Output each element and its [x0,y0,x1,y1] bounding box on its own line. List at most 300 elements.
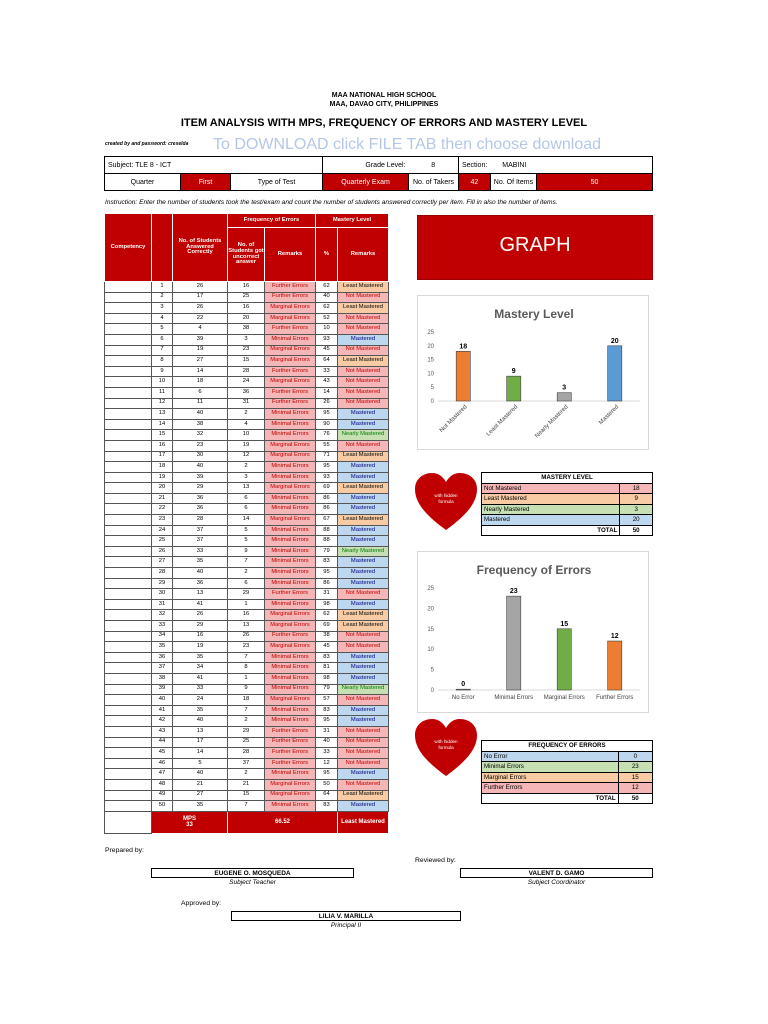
correct-count-cell: 35 [173,801,228,812]
competency-cell[interactable] [105,684,152,695]
mastery-remark-cell: Mastered [338,462,389,473]
error-remark-cell: Further Errors [265,758,316,769]
item-number-cell: 6 [152,334,173,345]
col-correct: No. of Students Answered Correctly [173,214,228,282]
competency-cell[interactable] [105,695,152,706]
percent-cell: 45 [316,642,338,653]
mastery-remark-cell: Least Mastered [338,515,389,526]
data-label: 23 [509,588,518,596]
errors-summary-title: FREQUENCY OF ERRORS [482,741,653,752]
correct-count-cell: 33 [173,546,228,557]
summary-row [482,483,653,494]
bar [456,689,470,690]
competency-cell[interactable] [105,621,152,632]
errors-total-label: TOTAL [482,793,619,804]
competency-cell[interactable] [105,716,152,727]
percent-cell: 90 [316,419,338,430]
competency-cell[interactable] [105,356,152,367]
error-remark-cell: Marginal Errors [265,621,316,632]
x-tick-label: Minimal Errors [494,695,534,701]
table-row [105,303,389,314]
mastery-remark-cell: Not Mastered [338,313,389,324]
item-number-cell: 48 [152,779,173,790]
error-remark-cell: Marginal Errors [265,695,316,706]
competency-cell[interactable] [105,419,152,430]
incorrect-count-cell: 7 [228,557,265,568]
takers-label: No. of Takers [409,174,459,191]
table-row [105,282,389,293]
competency-cell[interactable] [105,483,152,494]
mastery-remark-cell: Not Mastered [338,737,389,748]
test-type-value: Quarterly Exam [323,174,409,191]
competency-cell[interactable] [105,303,152,314]
summary-label: Further Errors [482,783,619,794]
heart-note-line1: with hidden [434,493,458,498]
correct-count-cell: 30 [173,451,228,462]
error-remark-cell: Minimal Errors [265,546,316,557]
error-remark-cell: Further Errors [265,737,316,748]
percent-cell: 40 [316,292,338,303]
x-tick-label: Least Mastered [485,404,520,438]
item-number-cell: 40 [152,695,173,706]
competency-cell[interactable] [105,737,152,748]
table-row [105,610,389,621]
percent-cell: 95 [316,409,338,420]
correct-count-cell: 14 [173,366,228,377]
incorrect-count-cell: 19 [228,440,265,451]
x-tick-label: No Error [451,695,475,701]
item-number-cell: 25 [152,536,173,547]
error-remark-cell: Marginal Errors [265,483,316,494]
error-remark-cell: Further Errors [265,398,316,409]
competency-cell[interactable] [105,451,152,462]
error-remark-cell: Minimal Errors [265,578,316,589]
competency-cell[interactable] [105,663,152,674]
competency-cell[interactable] [105,779,152,790]
competency-cell[interactable] [105,546,152,557]
item-number-cell: 47 [152,769,173,780]
item-number-cell: 18 [152,462,173,473]
percent-cell: 55 [316,440,338,451]
table-row [105,387,389,398]
item-number-cell: 28 [152,568,173,579]
competency-cell[interactable] [105,493,152,504]
incorrect-count-cell: 25 [228,292,265,303]
table-row [105,377,389,388]
percent-cell: 95 [316,568,338,579]
error-remark-cell: Marginal Errors [265,377,316,388]
item-number-cell: 41 [152,705,173,716]
incorrect-count-cell: 31 [228,398,265,409]
incorrect-count-cell: 2 [228,769,265,780]
competency-cell[interactable] [105,462,152,473]
mastery-remark-cell: Not Mastered [338,695,389,706]
y-tick-label: 25 [427,586,434,592]
error-remark-cell: Marginal Errors [265,303,316,314]
correct-count-cell: 35 [173,705,228,716]
error-remark-cell: Minimal Errors [265,430,316,441]
mastery-remark-cell: Not Mastered [338,292,389,303]
percent-cell: 93 [316,472,338,483]
mastery-summary-table [481,472,653,536]
mastery-remark-cell: Not Mastered [338,748,389,759]
error-remark-cell: Marginal Errors [265,779,316,790]
summary-value: 20 [620,515,653,526]
items-value: 50 [537,174,653,191]
col-mastery-remarks: Remarks [338,228,389,282]
footer-mps-remark: Least Mastered [338,811,389,833]
competency-cell[interactable] [105,578,152,589]
col-competency: Competency [105,214,152,282]
mastery-remark-cell: Mastered [338,705,389,716]
competency-cell[interactable] [105,673,152,684]
heart-icon [414,472,478,532]
item-number-cell: 46 [152,758,173,769]
table-row [105,409,389,420]
competency-cell[interactable] [105,726,152,737]
bar [456,351,470,401]
item-number-cell: 27 [152,557,173,568]
grade-value: 8 [409,157,459,174]
item-number-cell: 39 [152,684,173,695]
correct-count-cell: 19 [173,345,228,356]
competency-cell[interactable] [105,568,152,579]
info-table [104,156,653,191]
item-number-cell: 14 [152,419,173,430]
competency-cell[interactable] [105,313,152,324]
item-number-cell: 42 [152,716,173,727]
correct-count-cell: 35 [173,557,228,568]
competency-cell[interactable] [105,790,152,801]
item-number-cell: 12 [152,398,173,409]
competency-cell[interactable] [105,377,152,388]
error-remark-cell: Minimal Errors [265,769,316,780]
summary-row [482,515,653,526]
mastery-remark-cell: Not Mastered [338,589,389,600]
percent-cell: 14 [316,387,338,398]
data-label: 9 [511,368,516,376]
correct-count-cell: 4 [173,324,228,335]
y-tick-label: 15 [427,357,434,364]
competency-cell[interactable] [105,440,152,451]
summary-value: 12 [618,783,652,794]
error-remark-cell: Minimal Errors [265,525,316,536]
col-error-remarks: Remarks [265,228,316,282]
summary-row [482,504,653,515]
item-number-cell: 22 [152,504,173,515]
items-label: No. Of Items [490,174,536,191]
mastery-remark-cell: Mastered [338,334,389,345]
table-row [105,726,389,737]
correct-count-cell: 17 [173,737,228,748]
summary-value: 3 [620,504,653,515]
mastery-remark-cell: Not Mastered [338,377,389,388]
competency-cell[interactable] [105,748,152,759]
error-remark-cell: Minimal Errors [265,493,316,504]
competency-cell[interactable] [105,515,152,526]
competency-cell[interactable] [105,652,152,663]
table-row [105,673,389,684]
incorrect-count-cell: 29 [228,589,265,600]
competency-cell[interactable] [105,345,152,356]
mastery-remark-cell: Mastered [338,504,389,515]
mastery-remark-cell: Mastered [338,472,389,483]
correct-count-cell: 27 [173,790,228,801]
competency-cell[interactable] [105,589,152,600]
percent-cell: 83 [316,801,338,812]
competency-cell[interactable] [105,292,152,303]
table-row [105,599,389,610]
error-remark-cell: Minimal Errors [265,462,316,473]
heart-note-line1: with hidden [434,739,458,744]
y-tick-label: 20 [427,606,434,613]
mastery-remark-cell: Not Mastered [338,398,389,409]
y-tick-label: 5 [430,385,434,392]
table-row [105,504,389,515]
percent-cell: 69 [316,483,338,494]
summary-label: Nearly Mastered [482,504,620,515]
mastery-remark-cell: Mastered [338,663,389,674]
error-remark-cell: Minimal Errors [265,557,316,568]
incorrect-count-cell: 24 [228,377,265,388]
item-number-cell: 24 [152,525,173,536]
mastery-remark-cell: Mastered [338,536,389,547]
mastery-remark-cell: Not Mastered [338,366,389,377]
correct-count-cell: 40 [173,716,228,727]
errors-total-value: 50 [618,793,652,804]
competency-cell[interactable] [105,642,152,653]
data-label: 18 [459,343,468,351]
y-tick-label: 25 [427,330,434,336]
table-row [105,546,389,557]
col-group-frequency: Frequency of Errors [228,214,316,228]
table-row [105,345,389,356]
incorrect-count-cell: 2 [228,462,265,473]
competency-cell[interactable] [105,599,152,610]
mastery-remark-cell: Mastered [338,652,389,663]
credit-note: created by and password: creselda [105,141,189,147]
error-remark-cell: Minimal Errors [265,663,316,674]
item-number-cell: 10 [152,377,173,388]
table-row [105,334,389,345]
mastery-remark-cell: Not Mastered [338,642,389,653]
table-row [105,568,389,579]
item-number-cell: 20 [152,483,173,494]
percent-cell: 12 [316,758,338,769]
percent-cell: 88 [316,525,338,536]
item-number-cell: 2 [152,292,173,303]
incorrect-count-cell: 2 [228,409,265,420]
mastery-remark-cell: Not Mastered [338,387,389,398]
table-row [105,292,389,303]
y-tick-label: 20 [427,343,434,350]
competency-cell[interactable] [105,758,152,769]
mastery-remark-cell: Nearly Mastered [338,430,389,441]
item-number-cell: 3 [152,303,173,314]
correct-count-cell: 39 [173,472,228,483]
col-item-number [152,214,173,282]
percent-cell: 31 [316,589,338,600]
competency-cell[interactable] [105,430,152,441]
competency-cell[interactable] [105,398,152,409]
chart-title: Mastery Level [494,307,574,321]
error-remark-cell: Marginal Errors [265,642,316,653]
table-row [105,684,389,695]
x-tick-label: Not Mastered [438,404,469,434]
percent-cell: 95 [316,769,338,780]
bar [608,346,622,401]
correct-count-cell: 23 [173,440,228,451]
mastery-remark-cell: Least Mastered [338,282,389,293]
error-remark-cell: Further Errors [265,292,316,303]
percent-cell: 50 [316,779,338,790]
percent-cell: 86 [316,493,338,504]
percent-cell: 40 [316,737,338,748]
mastery-remark-cell: Mastered [338,493,389,504]
table-row [105,356,389,367]
competency-cell[interactable] [105,610,152,621]
test-type-label: Type of Test [231,174,323,191]
incorrect-count-cell: 18 [228,695,265,706]
incorrect-count-cell: 26 [228,631,265,642]
grade-label: Grade Level: [323,157,409,174]
competency-cell[interactable] [105,387,152,398]
mastery-remark-cell: Mastered [338,801,389,812]
percent-cell: 62 [316,610,338,621]
approved-label: Approved by: [181,900,222,907]
percent-cell: 64 [316,356,338,367]
correct-count-cell: 40 [173,409,228,420]
item-analysis-table [104,213,389,834]
competency-cell[interactable] [105,472,152,483]
table-row [105,366,389,377]
competency-cell[interactable] [105,334,152,345]
correct-count-cell: 26 [173,303,228,314]
item-number-cell: 11 [152,387,173,398]
summary-row [482,762,653,773]
item-number-cell: 13 [152,409,173,420]
percent-cell: 98 [316,673,338,684]
correct-count-cell: 11 [173,398,228,409]
correct-count-cell: 17 [173,292,228,303]
error-remark-cell: Minimal Errors [265,504,316,515]
incorrect-count-cell: 5 [228,536,265,547]
correct-count-cell: 38 [173,419,228,430]
prepared-title: Subject Teacher [229,879,276,886]
competency-cell[interactable] [105,769,152,780]
item-number-cell: 8 [152,356,173,367]
correct-count-cell: 33 [173,684,228,695]
error-remark-cell: Minimal Errors [265,334,316,345]
heart-icon [414,718,478,778]
percent-cell: 71 [316,451,338,462]
incorrect-count-cell: 6 [228,493,265,504]
table-row [105,483,389,494]
bar [557,629,571,690]
error-remark-cell: Marginal Errors [265,515,316,526]
mastery-remark-cell: Mastered [338,419,389,430]
item-number-cell: 43 [152,726,173,737]
item-number-cell: 16 [152,440,173,451]
correct-count-cell: 14 [173,748,228,759]
correct-count-cell: 22 [173,313,228,324]
table-row [105,472,389,483]
competency-cell[interactable] [105,366,152,377]
error-remark-cell: Further Errors [265,366,316,377]
incorrect-count-cell: 16 [228,282,265,293]
data-label: 12 [610,633,619,641]
incorrect-count-cell: 25 [228,737,265,748]
incorrect-count-cell: 7 [228,801,265,812]
error-remark-cell: Minimal Errors [265,673,316,684]
item-number-cell: 9 [152,366,173,377]
error-remark-cell: Minimal Errors [265,568,316,579]
correct-count-cell: 29 [173,621,228,632]
incorrect-count-cell: 1 [228,673,265,684]
table-row [105,790,389,801]
competency-cell[interactable] [105,525,152,536]
mastery-remark-cell: Mastered [338,716,389,727]
correct-count-cell: 18 [173,377,228,388]
takers-value: 42 [459,174,491,191]
incorrect-count-cell: 16 [228,610,265,621]
correct-count-cell: 37 [173,536,228,547]
correct-count-cell: 13 [173,726,228,737]
error-remark-cell: Marginal Errors [265,356,316,367]
section-value: MABINI [490,157,652,174]
competency-cell[interactable] [105,324,152,335]
competency-cell[interactable] [105,504,152,515]
x-tick-label: Marginal Errors [543,695,585,701]
percent-cell: 81 [316,663,338,674]
table-row [105,493,389,504]
summary-value: 15 [618,772,652,783]
percent-cell: 38 [316,631,338,642]
correct-count-cell: 36 [173,578,228,589]
table-row [105,621,389,632]
mastery-remark-cell: Mastered [338,769,389,780]
incorrect-count-cell: 3 [228,472,265,483]
incorrect-count-cell: 38 [228,324,265,335]
competency-cell[interactable] [105,409,152,420]
table-row [105,430,389,441]
table-row [105,716,389,727]
bar [507,596,521,690]
competency-cell[interactable] [105,801,152,812]
heart-note-line2: formula [438,499,454,504]
competency-cell[interactable] [105,631,152,642]
summary-label: Minimal Errors [482,762,619,773]
competency-cell[interactable] [105,705,152,716]
page-title: ITEM ANALYSIS WITH MPS, FREQUENCY OF ERRORS AND MASTERY LEVEL [180,117,588,129]
mastery-remark-cell: Least Mastered [338,356,389,367]
errors-chart [417,551,649,713]
item-number-cell: 21 [152,493,173,504]
mastery-remark-cell: Least Mastered [338,790,389,801]
competency-cell[interactable] [105,536,152,547]
incorrect-count-cell: 2 [228,716,265,727]
competency-cell[interactable] [105,282,152,293]
item-number-cell: 36 [152,652,173,663]
incorrect-count-cell: 8 [228,663,265,674]
competency-cell[interactable] [105,557,152,568]
correct-count-cell: 41 [173,599,228,610]
error-remark-cell: Minimal Errors [265,684,316,695]
percent-cell: 95 [316,716,338,727]
table-row [105,642,389,653]
incorrect-count-cell: 28 [228,366,265,377]
percent-cell: 79 [316,546,338,557]
